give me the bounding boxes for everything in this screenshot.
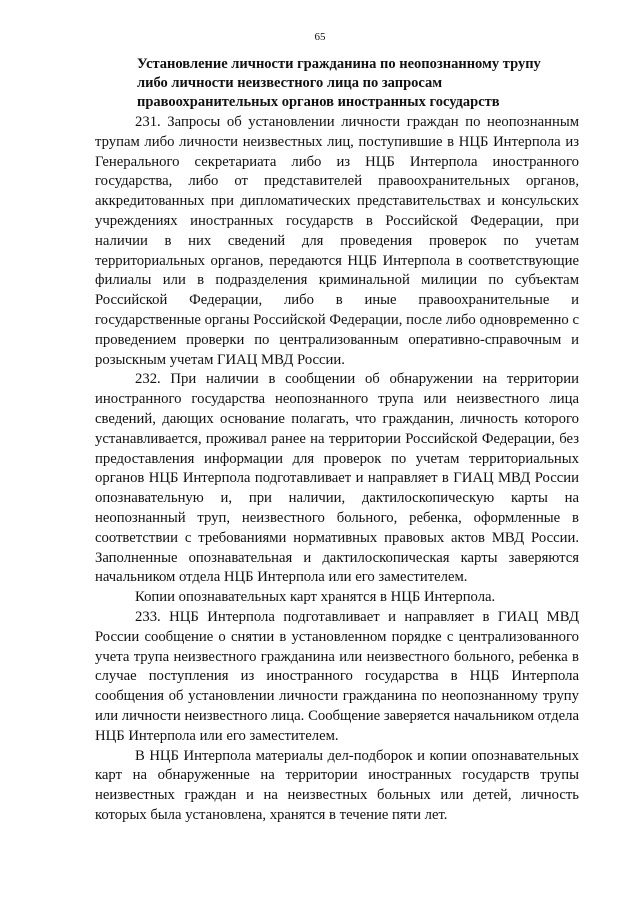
body-text xyxy=(95,113,579,826)
paragraph-232: 232. При наличии в сообщении об обнаружении на территории иностранного государства неопознанного трупа или неизвестного лица сведений, дающих основание полагать, что гражданин, личность которого устанавливается, проживал ранее на территории Российской Федерации, без предоставления информации для проверок по учетам территориальных органов НЦБ Интерпола подготавливает и направляет в ГИАЦ МВД России опознавательную и, при наличии, дактилоскопическую карты на неопознанный труп, неизвестного больного, ребенка, оформленные в соответствии с требованиями нормативных правовых актов МВД России. Заполненные опознавательная и дактилоскопическая карты заверяются начальником отдела НЦБ Интерпола или его заместителем. xyxy=(95,371,579,586)
section-heading xyxy=(137,55,577,112)
paragraph-copies: Копии опознавательных карт хранятся в НЦБ Интерпола. xyxy=(135,589,496,606)
paragraph-231: 231. Запросы об установлении личности граждан по неопознанным трупам либо личности неизвестных лиц, поступившие в НЦБ Интерпола из Генерального секретариата либо из НЦБ Интерпола иностранного государства, либо от представителей правоохранительных органов, аккредитованных при дипломатических представительствах и консульских учреждениях иностранных государств в Российской Федерации, при наличии в них сведений для проведения проверок по учетам территориальных органов, передаются НЦБ Интерпола в соответствующие филиалы или в подразделения криминальной милиции по субъектам Российской Федерации, либо в иные правоохранительные и государственные органы Российской Федерации, после либо одновременно с проведением проверки по централизованным оперативно-справочным и розыскным учетам ГИАЦ МВД России. xyxy=(95,114,579,368)
heading-line: Установление личности гражданина по неопознанному трупу xyxy=(137,56,541,72)
paragraph-storage: В НЦБ Интерпола материалы дел-подборок и копии опознавательных карт на обнаруженные на территории иностранных государств трупы неизвестных граждан и на неизвестных больных или детей, личность которых была установлена, хранятся в течение пяти лет. xyxy=(95,747,579,823)
heading-line: либо личности неизвестного лица по запросам xyxy=(137,75,443,91)
paragraph-233: 233. НЦБ Интерпола подготавливает и направляет в ГИАЦ МВД России сообщение о снятии в установленном порядке с централизованного учета трупа неизвестного гражданина или неизвестного больного, ребенка в случае поступления из иностранного государства в НЦБ Интерпола сообщения об установлении личности гражданина по неопознанному трупу или личности неизвестного лица. Сообщение заверяется начальником отдела НЦБ Интерпола или его заместителем. xyxy=(95,608,579,744)
page-number: 65 xyxy=(314,31,326,43)
heading-line: правоохранительных органов иностранных государств xyxy=(137,94,500,110)
